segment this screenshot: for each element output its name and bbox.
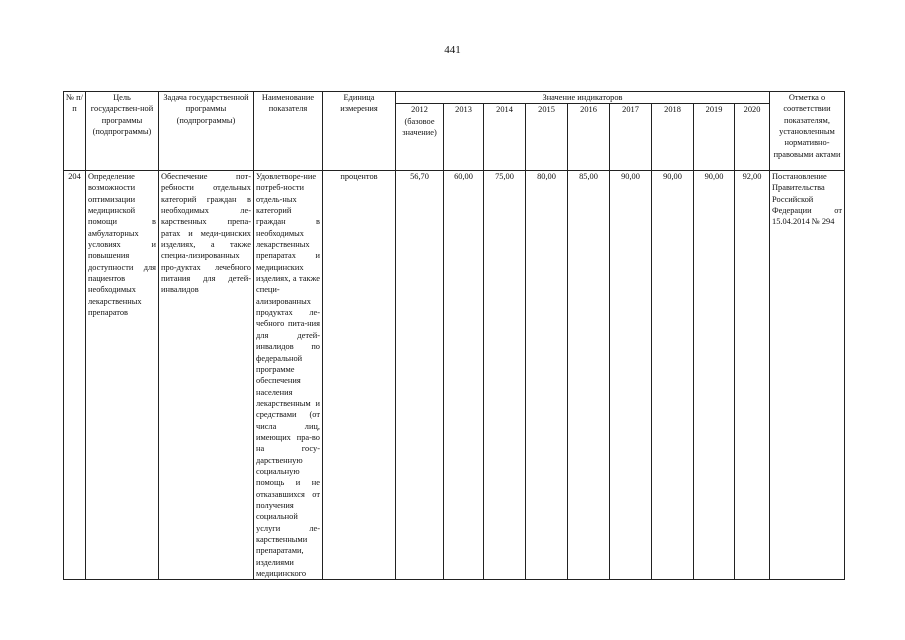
header-indicator: Наименование показателя bbox=[254, 92, 323, 171]
row-task: Обеспечение пот-ребности отдельных категорий граждан в необходимых ле-карственных препа-ратах и меди-цинских изделиях, а также специа-лизированных про-дуктах лечебного питания для детей-инвалидов bbox=[159, 171, 254, 580]
header-task: Задача государственной программы (подпрограммы) bbox=[159, 92, 254, 171]
header-year: 2012 (базовое значение) bbox=[396, 104, 444, 171]
row-value: 90,00 bbox=[610, 171, 652, 580]
row-value: 90,00 bbox=[652, 171, 694, 580]
header-year: 2019 bbox=[694, 104, 735, 171]
row-value: 56,70 bbox=[396, 171, 444, 580]
row-value: 80,00 bbox=[526, 171, 568, 580]
row-goal: Определение возможности оптимизации медицинской помощи в амбулаторных условиях и повышения доступности для пациентов необходимых лекарственных препаратов bbox=[86, 171, 159, 580]
row-value: 60,00 bbox=[444, 171, 484, 580]
header-row-1 bbox=[64, 92, 845, 104]
header-year: 2020 bbox=[735, 104, 770, 171]
row-value: 90,00 bbox=[694, 171, 735, 580]
row-num: 204 bbox=[64, 171, 86, 580]
header-values-group: Значение индикаторов bbox=[396, 92, 770, 104]
row-mark: Постановление Правительства Российской Федерации от 15.04.2014 № 294 bbox=[770, 171, 845, 580]
header-year: 2016 bbox=[568, 104, 610, 171]
header-year: 2014 bbox=[484, 104, 526, 171]
row-value: 75,00 bbox=[484, 171, 526, 580]
row-value: 85,00 bbox=[568, 171, 610, 580]
header-num: № п/п bbox=[64, 92, 86, 171]
header-goal: Цель государствен-ной программы (подпрограммы) bbox=[86, 92, 159, 171]
header-year: 2017 bbox=[610, 104, 652, 171]
indicators-table bbox=[63, 91, 845, 580]
row-unit: процентов bbox=[323, 171, 396, 580]
header-year: 2013 bbox=[444, 104, 484, 171]
table-row bbox=[64, 171, 845, 580]
header-year: 2018 bbox=[652, 104, 694, 171]
page-number: 441 bbox=[444, 44, 461, 56]
header-mark: Отметка о соответствии показателям, установленным нормативно-правовыми актами bbox=[770, 92, 845, 171]
row-value: 92,00 bbox=[735, 171, 770, 580]
header-year: 2015 bbox=[526, 104, 568, 171]
header-unit: Единица измерения bbox=[323, 92, 396, 171]
row-indicator: Удовлетворе-ние потреб-ности отдель-ных категорий граждан в необходимых лекарственных препаратах и медицинских изделиях, а также специ-ализированных продуктах ле-чебного пита-ния для детей-инвалидов по федеральной программе обеспечения населения лекарственным и средствами (от числа лиц, имеющих пра-во на госу-дарственную социальную помощь и не отказавшихся от получения социальной услуги ле-карственными препаратами, изделиями медицинского bbox=[254, 171, 323, 580]
